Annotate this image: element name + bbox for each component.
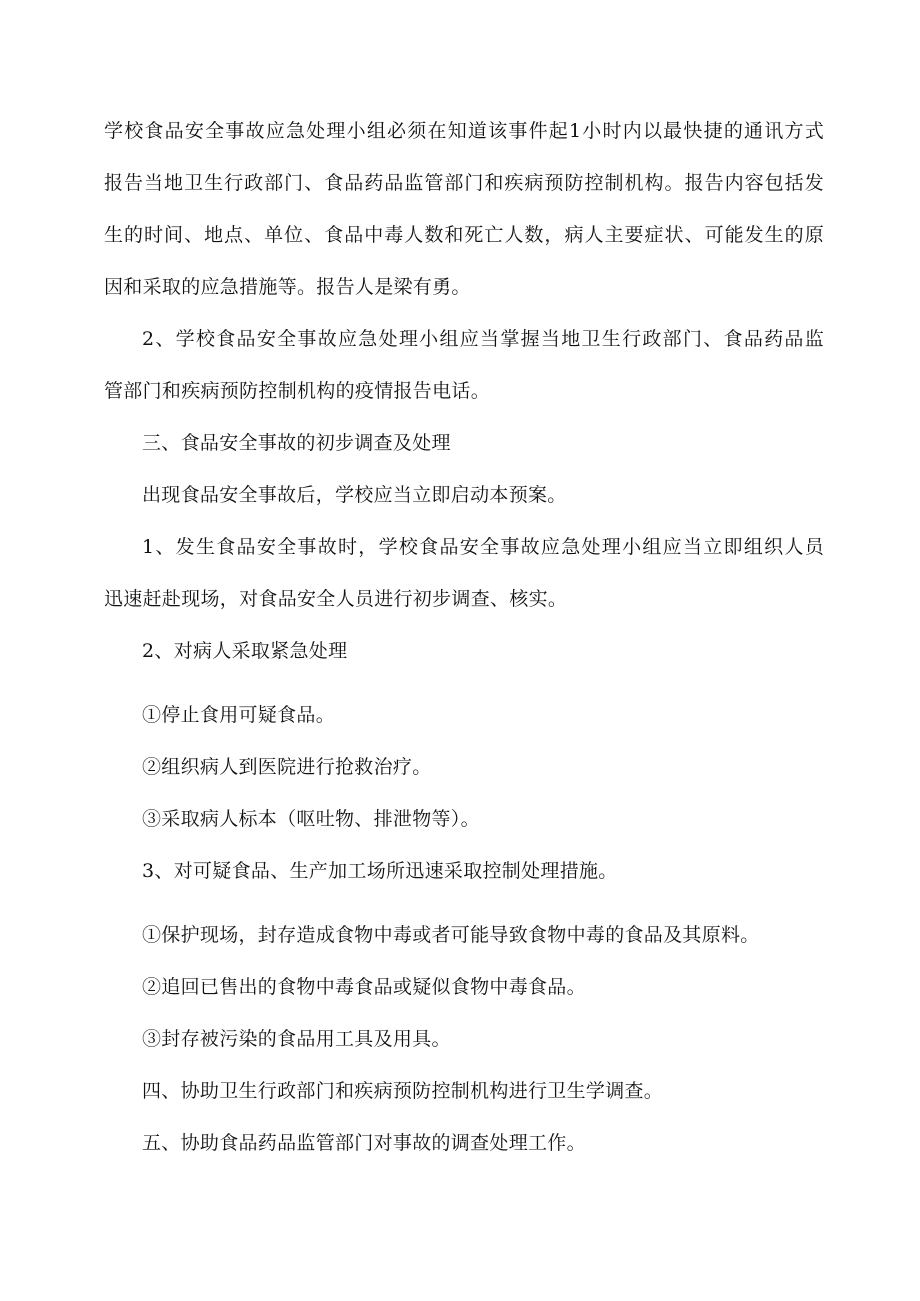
section-heading: 三、食品安全事故的初步调查及处理: [142, 432, 451, 454]
section-heading: 四、协助卫生行政部门和疾病预防控制机构进行卫生学调查。: [142, 1080, 664, 1102]
paragraph-line: 管部门和疾病预防控制机构的疫情报告电话。: [104, 380, 491, 402]
list-item: ①保护现场，封存造成食物中毒或者可能导致食物中毒的食品及其原料。: [142, 924, 760, 946]
paragraph-line: 迅速赶赴现场，对食品安全人员进行初步调查、核实。: [104, 588, 568, 610]
list-item: ③封存被污染的食品用工具及用具。: [142, 1028, 451, 1050]
paragraph-line: 1、发生食品安全事故时，学校食品安全事故应急处理小组应当立即组织人员: [142, 536, 824, 558]
list-item: ③采取病人标本（呕吐物、排泄物等）。: [142, 808, 480, 830]
paragraph-line: 生的时间、地点、单位、食品中毒人数和死亡人数，病人主要症状、可能发生的原: [104, 224, 824, 246]
list-heading: 2、对病人采取紧急处理: [142, 640, 348, 662]
list-item: ②组织病人到医院进行抢救治疗。: [142, 756, 432, 778]
paragraph-line: 出现食品安全事故后，学校应当立即启动本预案。: [142, 484, 567, 506]
list-item: ①停止食用可疑食品。: [142, 704, 336, 726]
list-item: ②追回已售出的食物中毒食品或疑似食物中毒食品。: [142, 976, 586, 998]
paragraph-line: 报告当地卫生行政部门、食品药品监管部门和疾病预防控制机构。报告内容包括发: [104, 172, 824, 194]
paragraph-line: 学校食品安全事故应急处理小组必须在知道该事件起1小时内以最快捷的通讯方式: [104, 120, 824, 142]
section-heading: 五、协助食品药品监管部门对事故的调查处理工作。: [142, 1132, 586, 1154]
list-heading: 3、对可疑食品、生产加工场所迅速采取控制处理措施。: [142, 860, 618, 882]
paragraph-line: 因和采取的应急措施等。报告人是梁有勇。: [104, 276, 471, 298]
paragraph-line: 2、学校食品安全事故应急处理小组应当掌握当地卫生行政部门、食品药品监: [142, 328, 824, 350]
